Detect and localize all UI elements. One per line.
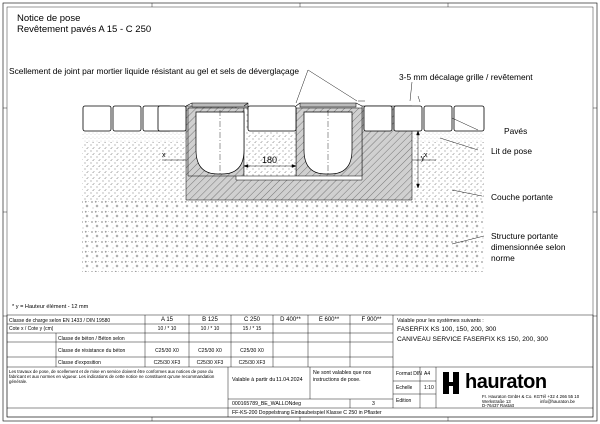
footnote: * y = Hauteur élément - 12 mm [12,304,89,310]
valid-title: Valable pour les systèmes suivants : [397,318,484,324]
legal-note: Les travaux de pose, de scellement et de mise en service doivent être conformes aux notices de pose du fabricant et aux normes en vigueur. Les indications de cette notice ne constituent qu'une recommandation générale. [9,369,215,384]
format-value: A4 [424,371,431,377]
valid-from-date: 11.04.2024 [276,377,303,383]
logo-mark-icon [440,370,462,396]
table-cell: 10 / * 10 [157,326,177,332]
table-cell: C25/30 X0 [155,348,179,354]
table-row-label: Classe d'exposition [58,360,101,366]
table-cell: C25/30 XF3 [153,360,181,366]
dim-y: y [421,155,425,162]
valid-from-label: Valable à partir du : [232,377,279,383]
format-label: Format DIN [396,371,422,377]
class-header: D 400** [280,317,301,323]
class-header: B 125 [202,317,218,323]
table-cell: C25/30 XF3 [196,360,224,366]
table-cell: C25/30 XF3 [238,360,266,366]
table-cell: 15 / * 15 [242,326,262,332]
dim-x-left: x [162,152,166,159]
brand-contact [540,395,579,404]
contact-phone: Tél +32 4 266 55 10 [540,394,580,399]
class-header: C 250 [243,317,260,323]
class-header: F 900** [361,317,382,323]
doc-index: 3 [372,401,375,407]
edition-label: Edition [396,398,412,404]
addr-line1: Fr. Hauraton GmbH & Co. KG [482,394,541,399]
doc-number: 000165789_BE_WALLONdeg [232,401,302,407]
scale-label: Echelle [396,385,413,391]
table-cell: 10 / * 10 [200,326,220,332]
brand-address [482,395,540,409]
page-title: Notice de pose [17,13,81,24]
doc-description: FF-KS-200 Doppelstrang Einbaubeispiel Klasse C 250 in Pflaster [232,410,382,416]
dim-180: 180 [262,155,278,165]
instructions-note: Ne sont valables que nos instructions de pose. [313,370,372,383]
table-row-label: Classe de résistance du béton [58,348,126,354]
class-header: E 600** [318,317,340,323]
table-header-left: Classe de charge selon EN 1433 / DIN 19580 [9,318,111,324]
addr-line3: D-76437 Rastatt [482,403,514,409]
valid-line2: CANIVEAU SERVICE FASERFIX KS 150, 200, 300 [397,336,548,343]
callout-joint: Scellement de joint par mortier liquide résistant au gel et sels de déverglaçage [9,66,300,76]
callout-decalage: 3-5 mm décalage grille / revêtement [399,72,533,82]
callout-couche: Couche portante [491,192,553,202]
class-header: A 15 [160,317,173,323]
table-cell: C25/30 X0 [240,348,264,354]
page-subtitle: Revêtement pavés A 15 - C 250 [17,24,152,35]
callout-structure-line1: Structure portante [491,231,559,241]
callout-structure-line3: norme [491,253,515,263]
table-row-label: Cote x / Cote y (cm) [9,326,54,332]
callout-paves: Pavés [504,126,528,136]
dim-x-right: x [424,152,428,159]
contact-mail: info@hauraton.be [540,398,575,404]
scale-value: 1:10 [424,385,434,391]
callout-lit: Lit de pose [491,146,532,156]
table-cell: C25/30 X0 [198,348,222,354]
logo-wordmark: hauraton [465,371,547,393]
table-row-label: Classe de béton / Béton selon [58,336,125,342]
callout-structure-line2: dimensionnée selon [491,242,566,252]
addr-line2: Werkstraße 13 [482,398,511,404]
valid-line1: FASERFIX KS 100, 150, 200, 300 [397,326,497,333]
